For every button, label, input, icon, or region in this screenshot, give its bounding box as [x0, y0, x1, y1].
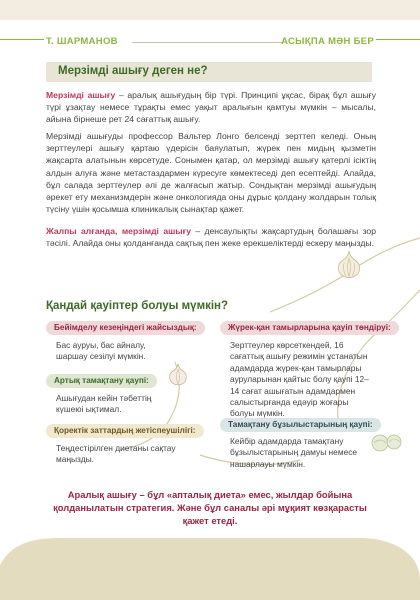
- brussels-sprout-icon: [370, 430, 404, 454]
- paragraph-3-term: Жалпы алғанда, мерзімді ашығу: [46, 226, 191, 236]
- bottom-wave-shape: [0, 520, 420, 600]
- header-section: АСЫҚПА МӘН БЕР: [281, 36, 374, 47]
- paragraph-1-text: – аралық ашығудың бір түрі. Принципі ұқсас, бірақ бұл ашығу түрі ұзақтау немесе тұрақты емес уақыт аралығын қамтуы мүмкін – мысалы, айына бірнеше рет 24 сағаттық ашығу.: [46, 90, 376, 125]
- paragraph-2: Мерзімді ашығуды профессор Вальтер Лонго белсенді зерттеп келеді. Оның зерттеулері ашығу қартаю үдерісін баяулатып, жүрек пен мидың қызметін жақсарта алатынын көрсетуде. Сонымен қатар, ол мерзімді ашығу қатерлі ісіктің алдын алуға және метастаздармен күресуге көмектеседі деп есептейді. Алайда, бұл салада зерттеулер әлі де жалғасып жатыр. Сондықтан мерзімді ашығудың әрекет ету механизмдерін және онкологияда оны дұрыс қолдану жолдарын толық түсіну үшін қосымша клиникалық сынақтар қажет.: [46, 131, 376, 215]
- risk-text-adaptation: Бас ауруы, бас айналу, шаршау сезілуі мүмкін.: [56, 340, 146, 362]
- risk-chip-eating-disorders: Тамақтану бұзылыстарының қаупі:: [220, 418, 381, 432]
- risk-chip-cardiovascular: Жүрек-қан тамырларына қауіп төндіруі:: [220, 321, 399, 335]
- risk-chip-nutrients: Қоректік заттардың жетіспеушілігі:: [46, 424, 204, 438]
- paragraph-3-text: – денсаулықты жақсартудың болашағы зор тәсілі. Алайда оны қолданғанда сақтық пен жеке ерекшеліктерді ескеру маңызды.: [46, 226, 376, 249]
- paragraph-1-term: Мерзімді ашығу: [46, 90, 116, 100]
- question-title: Мерзімді ашығу деген не?: [58, 65, 208, 77]
- footer-statement: Аралық ашығу – бұл «апталық диета» емес, жылдар бойына қолданылатын стратегия. Және бұл саналы әрі мұқият көзқарасты қажет етеді.: [53, 489, 367, 526]
- header-author: Т. ШАРМАНОВ: [46, 36, 118, 47]
- onion-icon: [166, 362, 190, 386]
- risks-heading: Қандай қауіптер болуы мүмкін?: [46, 300, 228, 312]
- risk-text-overeating: Ашығудан кейін тәбеттің күшеюі ықтимал.: [56, 393, 152, 415]
- risk-text-cardiovascular: Зерттеулер көрсеткендей, 16 сағаттық ашығу режимін ұстанатын адамдарда жүрек-қан тамырлары ауруларынан қайтыс болу қаупі 12–14 сағат ашығатын адамдармен салыстырғанда едәуір жоғары болуы мүмкін.: [230, 340, 369, 419]
- risk-chip-overeating: Артық тамақтану қаупі:: [46, 374, 157, 388]
- risk-chip-adaptation: Бейімделу кезеңіндегі жайсыздық:: [46, 321, 205, 335]
- risk-text-eating-disorders: Кейбір адамдарда тамақтану бұзылыстарының дамуы немесе нашарлауы мүмкін.: [230, 436, 358, 469]
- garlic-icon: [334, 248, 364, 280]
- risk-text-nutrients: Теңдестірілген диетаны сақтау маңызды.: [56, 443, 176, 465]
